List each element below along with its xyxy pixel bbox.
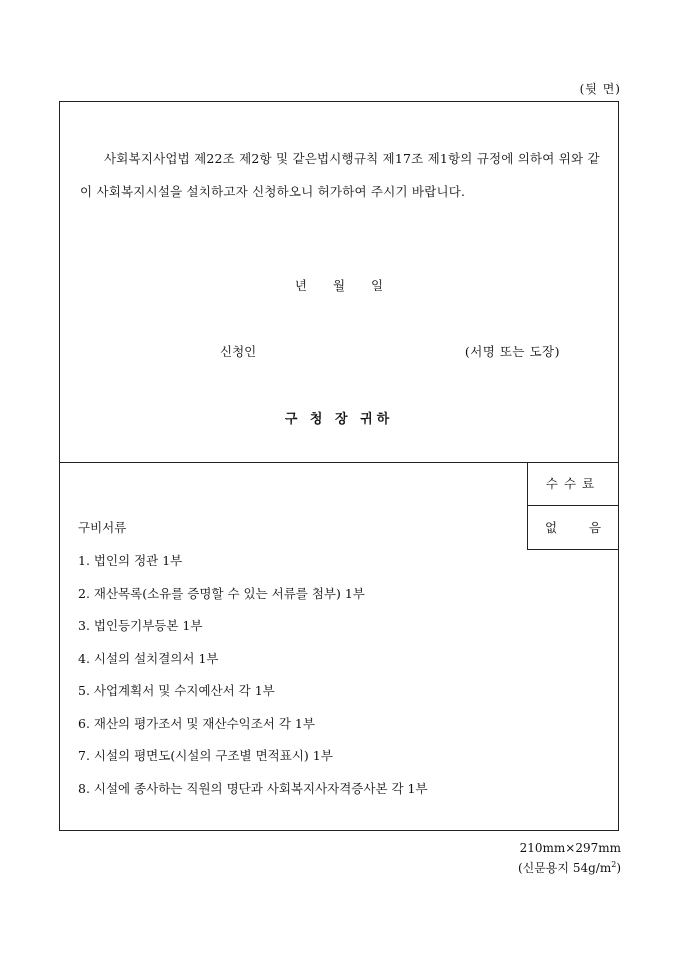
fee-value: 없 음 [544,520,602,535]
paper-type-suffix: ) [616,861,621,875]
document-item: 8. 시설에 종사하는 직원의 명단과 사회복지사자격증사본 각 1부 [78,780,428,796]
paper-type [518,858,621,878]
document-item: 4. 시설의 설치결의서 1부 [78,650,219,666]
document-item: 7. 시설의 평면도(시설의 구조별 면적표시) 1부 [78,748,333,763]
paper-size: 210mm×297mm [519,841,621,855]
page-side-label: (뒷 면) [579,82,621,96]
required-documents-title: 구비서류 [78,520,127,535]
date-line: 년 월 일 [294,278,384,293]
document-item: 5. 사업계획서 및 수지예산서 각 1부 [78,683,275,698]
applicant-label: 신청인 [220,344,257,359]
application-statement: 사회복지사업법 제22조 제2항 및 같은법시행규칙 제17조 제1항의 규정에 의하여 위와 같이 사회복지시설을 설치하고자 신청하오니 허가하여 주시기 바랍니다. [80,151,600,199]
paper-type-prefix: (신문용지 54g/m [517,861,612,875]
document-item: 2. 재산목록(소유를 증명할 수 있는 서류를 첨부) 1부 [78,585,365,601]
application-statement-section [60,102,618,463]
fee-box [527,463,618,550]
addressee: 구 청 장 귀하 [284,412,394,427]
required-documents-list [78,550,428,810]
fee-header: 수수료 [528,463,618,506]
document-item: 6. 재산의 평가조서 및 재산수익조서 각 1부 [78,715,315,731]
document-item: 3. 법인등기부등본 1부 [78,618,203,633]
paper-type-exponent: 2 [611,860,617,869]
application-form [59,101,619,831]
signature-note: (서명 또는 도장) [464,344,560,359]
document-item: 1. 법인의 정관 1부 [78,553,183,568]
paper-spec [518,838,621,878]
